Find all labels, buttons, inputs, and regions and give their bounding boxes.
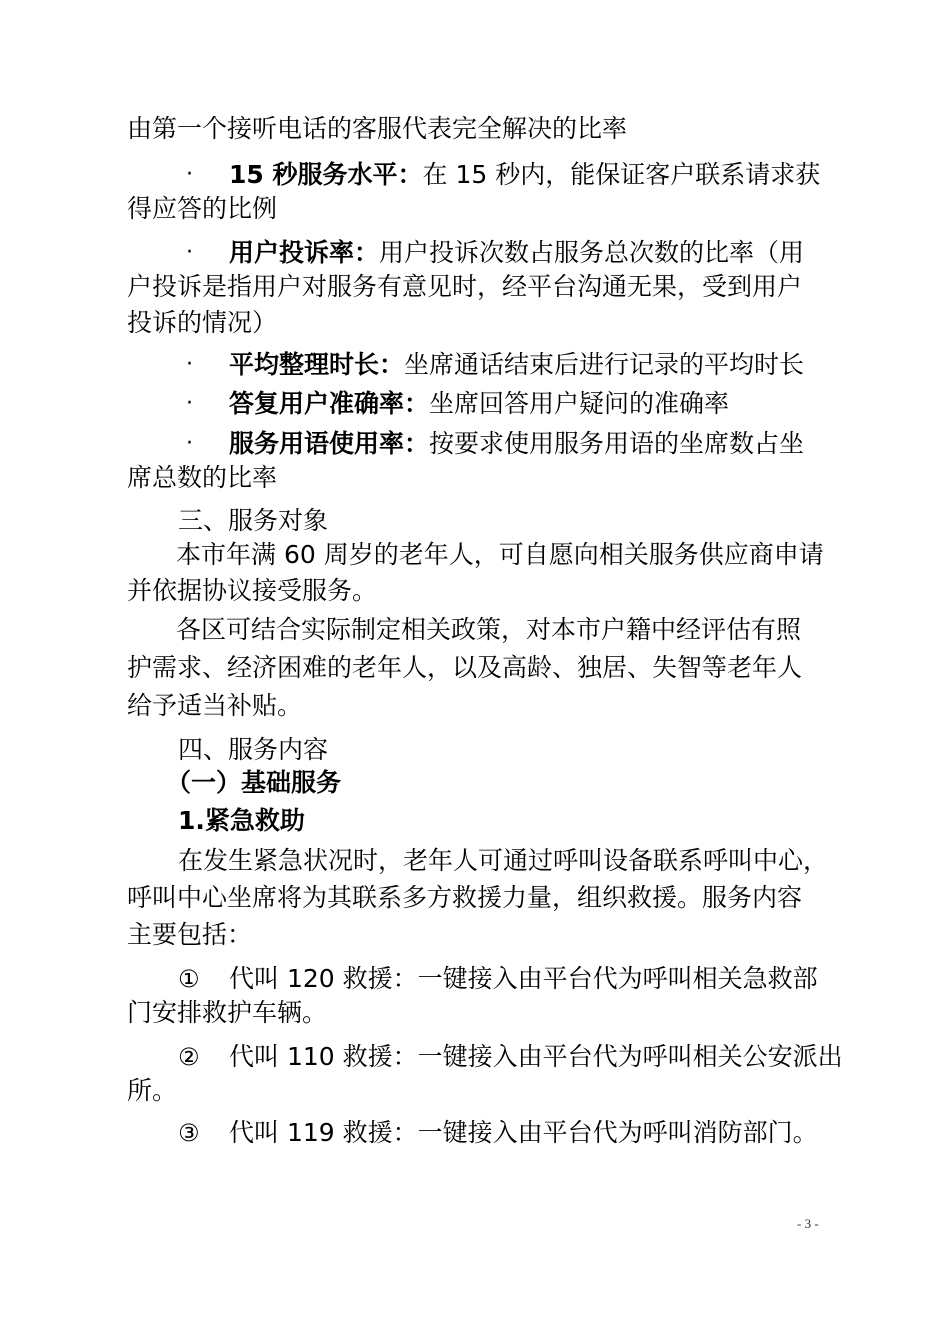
bullet-item-phrase-usage bbox=[229, 427, 804, 461]
bullet-text-continuation: 户投诉是指用户对服务有意见时，经平台沟通无果，受到用户 bbox=[127, 272, 803, 301]
bullet-text: 坐席回答用户疑问的准确率 bbox=[429, 389, 730, 418]
bullet-item-complaint-rate bbox=[229, 236, 804, 270]
bullet-term: 答复用户准确率： bbox=[229, 389, 430, 418]
bullet-text-continuation: 投诉的情况） bbox=[127, 308, 278, 337]
paragraph-line: 给予适当补贴。 bbox=[127, 691, 303, 720]
paragraph-line: 护需求、经济困难的老年人，以及高龄、独居、失智等老年人 bbox=[127, 653, 803, 682]
section-heading-service-target: 三、服务对象 bbox=[178, 506, 329, 535]
bullet-text: 用户投诉次数占服务总次数的比率（用 bbox=[379, 238, 805, 267]
bullet-term: 服务用语使用率： bbox=[229, 429, 430, 458]
bullet-term: 平均整理时长： bbox=[229, 350, 405, 379]
intro-text-line: 由第一个接听电话的客服代表完全解决的比率 bbox=[127, 114, 628, 143]
bullet-item-answer-accuracy bbox=[229, 387, 729, 421]
bullet-dot: · bbox=[186, 240, 193, 265]
paragraph-line: 各区可结合实际制定相关政策，对本市户籍中经评估有照 bbox=[176, 615, 802, 644]
section-heading-service-content: 四、服务内容 bbox=[178, 735, 329, 764]
bullet-dot: · bbox=[186, 352, 193, 377]
list-item-continuation: 门安排救护车辆。 bbox=[127, 998, 328, 1027]
subsection-heading-emergency-rescue: 1.紧急救助 bbox=[178, 806, 305, 835]
bullet-dot: · bbox=[186, 162, 193, 187]
paragraph-line: 呼叫中心坐席将为其联系多方救援力量，组织救援。服务内容 bbox=[127, 883, 803, 912]
paragraph-line: 在发生紧急状况时，老年人可通过呼叫设备联系呼叫中心， bbox=[178, 846, 829, 875]
bullet-dot: · bbox=[186, 431, 193, 456]
paragraph-line: 并依据协议接受服务。 bbox=[127, 576, 378, 605]
circled-number-1: ① bbox=[178, 965, 200, 993]
bullet-item-service-level bbox=[229, 158, 820, 192]
list-item-call-110: 代叫 110 救援：一键接入由平台代为呼叫相关公安派出 bbox=[229, 1042, 843, 1071]
circled-number-3: ③ bbox=[178, 1119, 200, 1147]
bullet-text-continuation: 席总数的比率 bbox=[127, 463, 278, 492]
paragraph-line: 主要包括： bbox=[127, 920, 253, 949]
bullet-dot: · bbox=[186, 391, 193, 416]
paragraph-line: 本市年满 60 周岁的老年人，可自愿向相关服务供应商申请 bbox=[176, 540, 824, 569]
bullet-text-continuation: 得应答的比例 bbox=[127, 194, 278, 223]
bullet-term: 用户投诉率： bbox=[229, 238, 380, 267]
list-item-call-119: 代叫 119 救援：一键接入由平台代为呼叫消防部门。 bbox=[229, 1118, 818, 1147]
list-item-call-120: 代叫 120 救援：一键接入由平台代为呼叫相关急救部 bbox=[229, 964, 818, 993]
bullet-item-avg-handling bbox=[229, 348, 804, 382]
circled-number-2: ② bbox=[178, 1043, 200, 1071]
bullet-text: 坐席通话结束后进行记录的平均时长 bbox=[404, 350, 805, 379]
bullet-term: 15 秒服务水平： bbox=[229, 160, 423, 189]
page-number: - 3 - bbox=[797, 1216, 819, 1231]
bullet-text: 在 15 秒内，能保证客户联系请求获 bbox=[422, 160, 821, 189]
bullet-text: 按要求使用服务用语的坐席数占坐 bbox=[429, 429, 805, 458]
list-item-continuation: 所。 bbox=[127, 1076, 178, 1105]
subsection-heading-basic-service: （一）基础服务 bbox=[166, 768, 342, 797]
